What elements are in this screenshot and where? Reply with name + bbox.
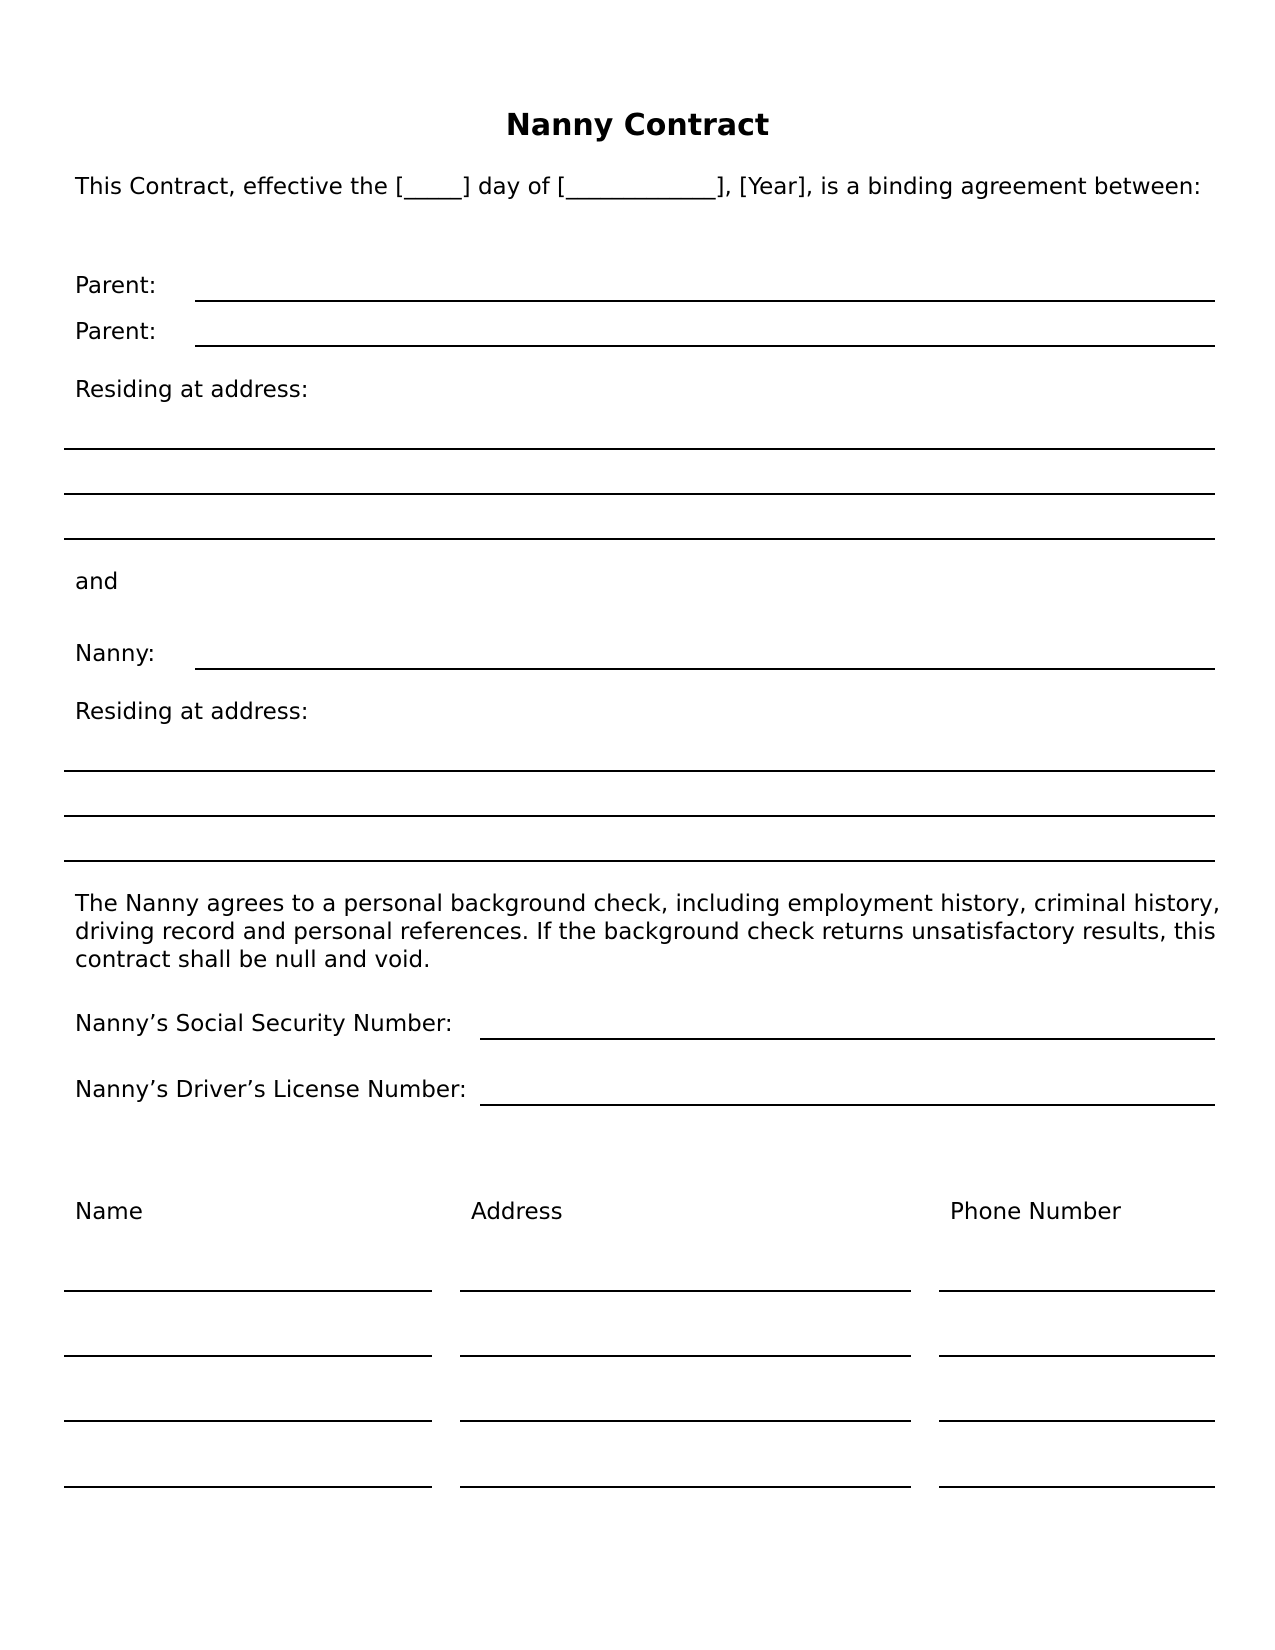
and-label: and [75,569,119,595]
parent-address-label: Residing at address: [75,377,309,403]
document-title: Nanny Contract [505,108,770,143]
nanny-label: Nanny: [75,641,156,667]
nanny-address-line-1[interactable] [64,770,1215,772]
parent-address-line-1[interactable] [64,448,1215,450]
reference-address-line[interactable] [460,1486,911,1488]
nanny-address-line-2[interactable] [64,815,1215,817]
parent-address-line-3[interactable] [64,538,1215,540]
parent-label-2: Parent: [75,319,157,345]
reference-address-line[interactable] [460,1420,911,1422]
references-header-address: Address [471,1199,563,1225]
parent-1-signature-line[interactable] [195,300,1215,302]
reference-name-line[interactable] [64,1420,432,1422]
license-label: Nanny’s Driver’s License Number: [75,1077,467,1103]
parent-2-signature-line[interactable] [195,345,1215,347]
reference-phone-line[interactable] [939,1486,1215,1488]
nanny-address-label: Residing at address: [75,699,309,725]
reference-address-line[interactable] [460,1355,911,1357]
intro-paragraph: This Contract, effective the [_____] day of [_____________], [Year], is a binding agreement between: [75,174,1202,200]
reference-phone-line[interactable] [939,1355,1215,1357]
nanny-name-line[interactable] [195,668,1215,670]
reference-address-line[interactable] [460,1290,911,1292]
reference-name-line[interactable] [64,1290,432,1292]
ssn-line[interactable] [480,1038,1215,1040]
reference-phone-line[interactable] [939,1420,1215,1422]
parent-address-line-2[interactable] [64,493,1215,495]
ssn-label: Nanny’s Social Security Number: [75,1011,453,1037]
nanny-address-line-3[interactable] [64,860,1215,862]
reference-phone-line[interactable] [939,1290,1215,1292]
reference-name-line[interactable] [64,1355,432,1357]
references-header-name: Name [75,1199,143,1225]
references-header-phone: Phone Number [950,1199,1121,1225]
background-check-paragraph: The Nanny agrees to a personal background check, including employment history, criminal history, driving record and personal references. If the background check returns unsatisfactory results, this contract shall be null and void. [75,891,1221,973]
parent-label-1: Parent: [75,273,157,299]
reference-name-line[interactable] [64,1486,432,1488]
license-line[interactable] [480,1104,1215,1106]
